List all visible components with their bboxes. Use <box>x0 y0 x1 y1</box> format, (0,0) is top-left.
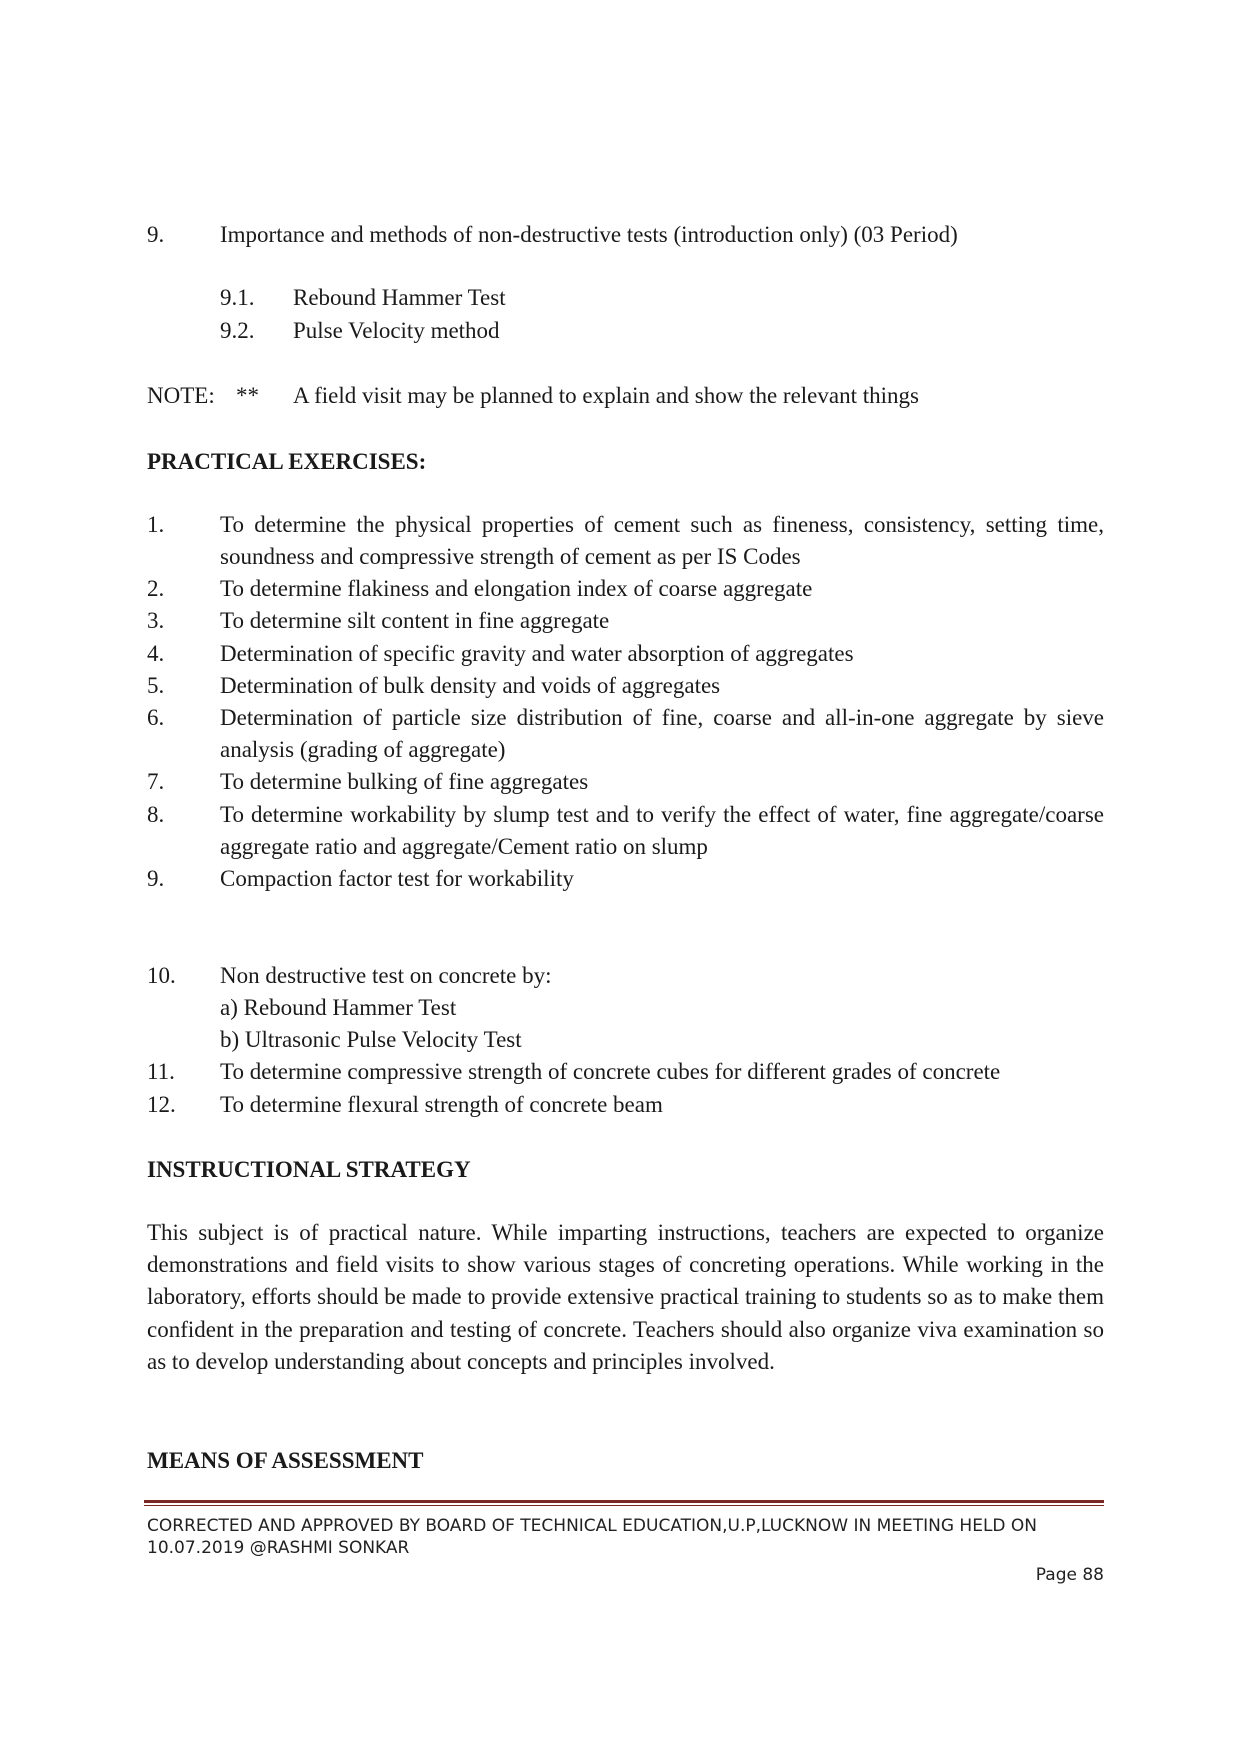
exercise-number: 4. <box>147 641 165 666</box>
note-label: NOTE: <box>147 383 215 408</box>
page-number: Page 88 <box>1035 1565 1104 1585</box>
exercise-number: 12. <box>147 1092 176 1117</box>
exercise-number: 5. <box>147 673 165 698</box>
exercise-text: Determination of bulk density and voids of aggregates <box>220 673 721 698</box>
exercise-number: 9. <box>147 866 165 891</box>
exercise-text: To determine the physical properties of cement such as fineness, consistency, setting time, soundness and compressive strength of cement as per IS Codes <box>220 512 1104 569</box>
exercise-text: Non destructive test on concrete by: <box>220 963 552 988</box>
footer-date-author: 10.07.2019 @RASHMI SONKAR <box>147 1538 410 1558</box>
subitem-text: Rebound Hammer Test <box>293 285 506 310</box>
exercise-number: 2. <box>147 576 165 601</box>
exercise-number: 6. <box>147 705 165 730</box>
exercise-number: 8. <box>147 802 165 827</box>
exercise-number: 1. <box>147 512 165 537</box>
exercise-text: Determination of specific gravity and water absorption of aggregates <box>220 641 854 666</box>
exercise-text: Determination of particle size distribution of fine, coarse and all-in-one aggregate by sieve analysis (grading of aggregate) <box>220 705 1104 762</box>
exercise-number: 11. <box>147 1059 175 1084</box>
subitem-text: Pulse Velocity method <box>293 318 500 343</box>
exercise-number: 3. <box>147 608 165 633</box>
exercise-subitem: b) Ultrasonic Pulse Velocity Test <box>220 1027 522 1052</box>
strategy-paragraph: This subject is of practical nature. While imparting instructions, teachers are expected to organize demonstrations and field visits to show various stages of concreting operations. While working in the laboratory, efforts should be made to provide extensive practical training to students so as to make them confident in the preparation and testing of concrete. Teachers should also organize viva examination so as to develop understanding about concepts and principles involved. <box>147 1220 1104 1374</box>
exercise-text: To determine bulking of fine aggregates <box>220 769 589 794</box>
exercise-text: Compaction factor test for workability <box>220 866 574 891</box>
exercise-text: To determine flakiness and elongation index of coarse aggregate <box>220 576 813 601</box>
exercise-subitem: a) Rebound Hammer Test <box>220 995 457 1020</box>
exercise-text: To determine silt content in fine aggregate <box>220 608 610 633</box>
assessment-heading: MEANS OF ASSESSMENT <box>147 1448 424 1473</box>
exercise-text: To determine flexural strength of concrete beam <box>220 1092 663 1117</box>
footer-approval-line: CORRECTED AND APPROVED BY BOARD OF TECHNICAL EDUCATION,U.P,LUCKNOW IN MEETING HELD ON <box>147 1516 1038 1536</box>
section-number: 9. <box>147 222 165 247</box>
footer-rule-thin <box>144 1505 1104 1506</box>
subitem-number: 9.2. <box>220 318 255 343</box>
note-text: A field visit may be planned to explain and show the relevant things <box>293 383 919 408</box>
subitem-number: 9.1. <box>220 285 255 310</box>
exercise-text: To determine compressive strength of concrete cubes for different grades of concrete <box>220 1059 1001 1084</box>
exercise-number: 10. <box>147 963 176 988</box>
exercise-number: 7. <box>147 769 165 794</box>
footer-rule <box>144 1500 1104 1503</box>
exercise-text: To determine workability by slump test and to verify the effect of water, fine aggregate/coarse aggregate ratio and aggregate/Cement ratio on slump <box>220 802 1104 859</box>
strategy-heading: INSTRUCTIONAL STRATEGY <box>147 1157 471 1182</box>
practical-heading: PRACTICAL EXERCISES: <box>147 449 427 474</box>
section-title: Importance and methods of non-destructive tests (introduction only) (03 Period) <box>220 222 958 247</box>
note-marker: ** <box>236 383 259 408</box>
